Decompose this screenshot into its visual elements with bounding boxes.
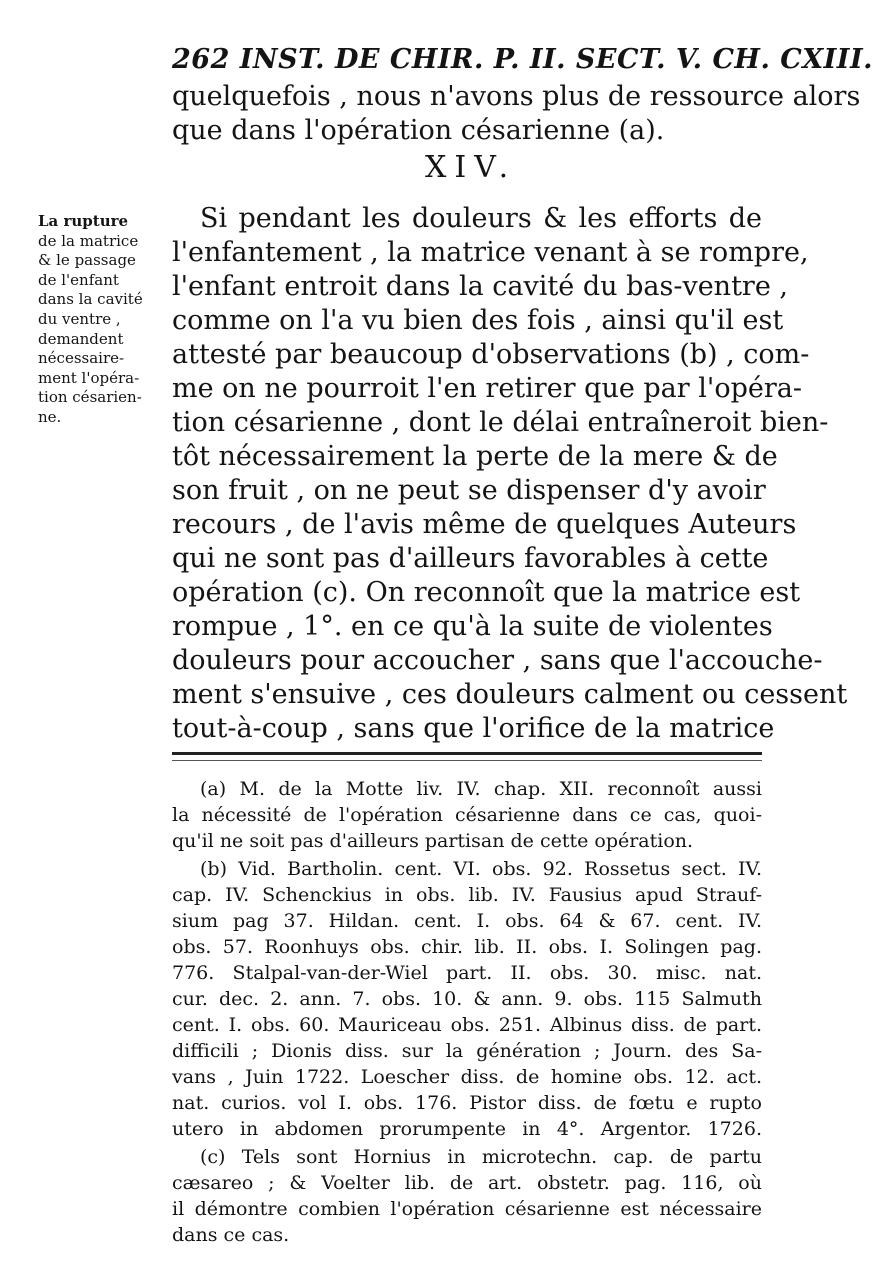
margin-note-line: ne. [38, 407, 62, 426]
intro-line: quelquefois , nous n'avons plus de ressource alors [172, 81, 861, 112]
margin-note-line: La rupture [38, 212, 129, 230]
footnote-line: utero in abdomen prorumpente in 4°. Argentor. 1726. [172, 1118, 762, 1140]
margin-note-line: dans la cavité [38, 290, 143, 309]
footnote-line: sium pag 37. Hildan. cent. I. obs. 64 & 67. cent. IV. [172, 910, 762, 932]
body-line: l'enfant entroit dans la cavité du bas-ventre , [172, 271, 788, 302]
running-header: 262 INST. DE CHIR. P. II. SECT. V. CH. CXIII. [172, 44, 873, 75]
footnote-line: (c) Tels sont Hornius in microtechn. cap. de partu [200, 1146, 762, 1168]
footnote-line: cur. dec. 2. ann. 7. obs. 10. & ann. 9. obs. 115 Salmuth [172, 988, 762, 1010]
footnote-line: cap. IV. Schenckius in obs. lib. IV. Fausius apud Strauf- [172, 884, 762, 906]
footnote-line: il démontre combien l'opération césarienne est nécessaire [172, 1198, 762, 1220]
body-line: ment s'ensuive , ces douleurs calment ou cessent [172, 679, 848, 710]
body-line: son fruit , on ne peut se dispenser d'y avoir [172, 475, 766, 506]
margin-note-line: ment l'opéra- [38, 368, 140, 387]
margin-note-line: tion césarien- [38, 388, 142, 407]
footnote-line: 776. Stalpal-van-der-Wiel part. II. obs. 30. misc. nat. [172, 962, 762, 984]
footnote-line: obs. 57. Roonhuys obs. chir. lib. II. obs. I. Solingen pag. [172, 936, 762, 958]
footnote-line: vans , Juin 1722. Loescher diss. de homine obs. 12. act. [172, 1066, 762, 1088]
section-number: XIV. [425, 150, 517, 185]
body-line: tôt nécessairement la perte de la mere & de [172, 441, 778, 472]
margin-note [38, 212, 168, 428]
body-line: Si pendant les douleurs & les efforts de [200, 203, 762, 234]
body-line: attesté par beaucoup d'observations (b) , com- [172, 339, 810, 370]
body-line: douleurs pour accoucher , sans que l'accouche- [172, 645, 823, 676]
margin-note-line: de la matrice [38, 231, 139, 250]
body-line: opération (c). On reconnoît que la matrice est [172, 577, 801, 608]
body-line: comme on l'a vu bien des fois , ainsi qu'il est [172, 305, 784, 336]
body-line: recours , de l'avis même de quelques Auteurs [172, 509, 797, 540]
margin-note-line: demandent [38, 329, 124, 348]
footnote-line: nat. curios. vol I. obs. 176. Pistor diss. de fœtu e rupto [172, 1092, 762, 1114]
body-line: rompue , 1°. en ce qu'à la suite de violentes [172, 611, 773, 642]
margin-note-line: & le passage [38, 251, 136, 270]
margin-note-line: nécessaire- [38, 349, 125, 368]
footnote-line: difficili ; Dionis diss. sur la génération ; Journ. des Sa- [172, 1040, 762, 1062]
intro-line: que dans l'opération césarienne (a). [172, 115, 665, 146]
footnote-divider-thin [172, 760, 762, 761]
footnote-line: cent. I. obs. 60. Mauriceau obs. 251. Albinus diss. de part. [172, 1014, 762, 1036]
body-line: me on ne pourroit l'en retirer que par l'opéra- [172, 373, 802, 404]
body-line: tion césarienne , dont le délai entraîneroit bien- [172, 407, 829, 438]
margin-note-line: du ventre , [38, 309, 121, 328]
footnote-line: (b) Vid. Bartholin. cent. VI. obs. 92. Rossetus sect. IV. [200, 858, 762, 880]
footnote-line: (a) M. de la Motte liv. IV. chap. XII. reconnoît aussi [200, 778, 762, 800]
footnote-line: dans ce cas. [172, 1224, 290, 1246]
footnote-line: qu'il ne soit pas d'ailleurs partisan de cette opération. [172, 830, 694, 852]
margin-note-line: de l'enfant [38, 270, 119, 289]
footnote-line: la nécessité de l'opération césarienne dans ce cas, quoi- [172, 804, 762, 826]
footnote-divider [172, 752, 762, 755]
body-line: qui ne sont pas d'ailleurs favorables à cette [172, 543, 769, 574]
footnote-line: cæsareo ; & Voelter lib. de art. obstetr. pag. 116, où [172, 1172, 762, 1194]
body-line: l'enfantement , la matrice venant à se rompre, [172, 237, 809, 268]
body-line: tout-à-coup , sans que l'orifice de la matrice [172, 713, 775, 744]
